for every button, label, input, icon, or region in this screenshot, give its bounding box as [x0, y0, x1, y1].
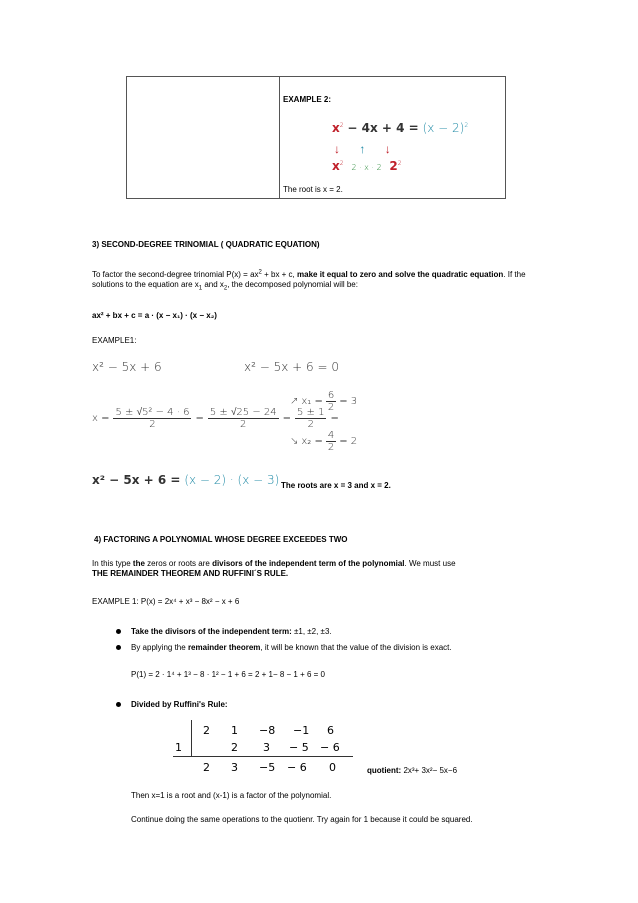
para-c: . If the solutions to the equation are x	[92, 270, 526, 289]
bullet-dot	[116, 645, 121, 650]
ruffini-cell: 1	[231, 724, 238, 737]
ruffini-cell: 2	[203, 761, 210, 774]
arrow-down-icon: ↓	[384, 142, 391, 156]
arrow-down-right-icon: ↘	[290, 436, 299, 447]
para-bold: make it equal to zero and solve the quadratic equation	[297, 270, 504, 279]
example2-heading: EXAMPLE 2:	[283, 95, 332, 104]
ruffini-cell: 3	[263, 741, 270, 754]
para-e: , the decomposed polynomial will be:	[227, 280, 358, 289]
hw-x-eq: x =	[92, 413, 110, 424]
hw-quadratic-formula: x = $\frac{\text{5 ± √5² − 4 · 6}}{2}$ = $\frac{5 \pm √25 - 24}{2}$ = $\frac{5 \pm 1}{2}$ =	[92, 407, 339, 430]
example2-terms: $x^2$ 2 · x · 2 $2^2$	[332, 159, 402, 173]
ruffini-cell: 2	[231, 741, 238, 754]
hw-polynomial: x² − 5x + 6	[92, 360, 162, 374]
ruffini-table	[165, 720, 365, 780]
ruffini-cell: − 6	[320, 741, 340, 754]
section3-formula: ax² + bx + c = a · (x − x₁) · (x − x₂)	[92, 311, 217, 320]
hw-fraction-3: $\frac{5 \pm 1}{2}$	[297, 407, 325, 430]
bullet1-text: Take the divisors of the independent term: ±1, ±2, ±3.	[131, 627, 332, 636]
term-x: x	[332, 159, 340, 173]
bullet2-text: By applying the remainder theorem, it will be known that the value of the division is exact.	[131, 643, 452, 652]
eq-mid: − 4x + 4 =	[347, 121, 419, 135]
hw-root-x2: ↘ x₂ = $\frac{4}{2}$ = 2	[290, 430, 358, 453]
ruffini-cell: −8	[259, 724, 276, 737]
ruffini-cell: −5	[259, 761, 276, 774]
bullet-dot	[116, 702, 121, 707]
example2-arrows	[334, 142, 391, 156]
example2-box	[126, 76, 506, 199]
section4-title: 4) FACTORING A POLYNOMIAL WHOSE DEGREE EXCEEDES TWO	[94, 535, 348, 544]
hw-equation: x² − 5x + 6 = 0	[244, 360, 339, 374]
term-middle: 2 · x · 2	[351, 163, 382, 172]
para-b: + bx + c,	[261, 270, 298, 279]
term-two: 2	[389, 159, 398, 173]
hw-fraction-1: $\frac{\text{5 ± √5² − 4 · 6}}{2}$	[115, 407, 190, 430]
arrow-up-right-icon: ↗	[290, 396, 299, 407]
arrow-down-icon: ↓	[334, 142, 340, 156]
box-divider	[279, 77, 280, 198]
ruffini-vertical-line	[191, 720, 192, 756]
arrow-up-icon: ↑	[359, 142, 366, 156]
ruffini-cell: 2	[203, 724, 210, 737]
hw-fraction-2: $\frac{5 \pm √25 - 24}{2}$	[209, 407, 277, 430]
bullet-dot	[116, 629, 121, 634]
eq-rhs: (x − 2)	[422, 121, 465, 135]
section4-paragraph: In this type the zeros or roots are divisors of the independent term of the polynomial. We must use THE REMAINDER THEOREM AND RUFFINI´S RULE.	[92, 559, 456, 578]
example1-polynomial: EXAMPLE 1: P(x) = 2x⁴ + x³ − 8x² − x + 6	[92, 597, 240, 606]
example1-label: EXAMPLE1:	[92, 336, 137, 345]
example2-equation: $x^2 - 4x + 4 = (x - 2)^2$	[332, 121, 469, 135]
continue-line: Continue doing the same operations to the quotienr. Try again for 1 because it could be squared.	[131, 815, 473, 824]
eq-rhs-exp: 2	[464, 122, 469, 129]
then-line: Then x=1 is a root and (x-1) is a factor of the polynomial.	[131, 791, 332, 800]
quotient-text: quotient: 2x³+ 3x²− 5x−6	[367, 766, 458, 775]
section3-title: 3) SECOND-DEGREE TRINOMIAL ( QUADRATIC EQUATION)	[92, 240, 320, 249]
ruffini-cell: 3	[231, 761, 238, 774]
para-a: To factor the second-degree trinomial P(x) = ax	[92, 270, 259, 279]
example2-root: The root is x = 2.	[283, 185, 343, 194]
p1-evaluation: P(1) = 2 · 1⁴ + 1³ − 8 · 1² − 1 + 6 = 2 + 1− 8 − 1 + 6 = 0	[131, 670, 326, 679]
ruffini-cell: −1	[293, 724, 310, 737]
para-d: and x	[202, 280, 224, 289]
ruffini-cell: 0	[329, 761, 336, 774]
hw-root-x1: ↗ x₁ = $\frac{6}{2}$ = 3	[290, 390, 358, 413]
ruffini-divisor: 1	[175, 741, 182, 754]
ruffini-cell: − 6	[287, 761, 307, 774]
section3-paragraph: To factor the second-degree trinomial $P(x) = ax^2$ + bx + c, make it equal to zero and solve the quadratic equation. If the solutions to the equation are $x_1$ and $x_2$, the decomposed polynomial will be:	[92, 269, 526, 292]
hw-factored: x² − 5x + 6 = (x − 2) · (x − 3)	[92, 473, 280, 487]
ruffini-horizontal-line	[173, 756, 353, 757]
roots-text: The roots are x = 3 and x = 2.	[281, 481, 391, 490]
ruffini-cell: − 5	[289, 741, 309, 754]
bullet3-text: Divided by Ruffini's Rule:	[131, 700, 228, 709]
eq-x2: x	[332, 121, 340, 135]
ruffini-cell: 6	[327, 724, 334, 737]
